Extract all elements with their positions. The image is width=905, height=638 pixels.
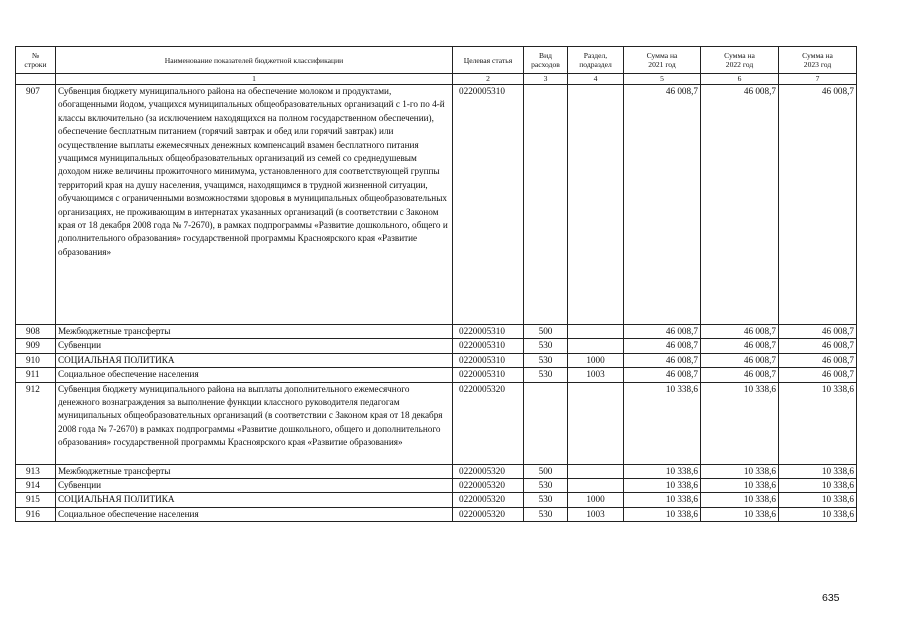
- header-sum-2023: Сумма на 2023 год: [779, 47, 857, 74]
- header-indicator-name: Наименование показателей бюджетной классификации: [56, 47, 453, 74]
- row-number: 909: [16, 339, 56, 353]
- table-row: [16, 464, 857, 478]
- target-article: 0220005310: [453, 325, 524, 339]
- budget-table: [15, 46, 857, 522]
- column-number: 5: [624, 74, 701, 85]
- sum-2021: 10 338,6: [624, 507, 701, 521]
- indicator-name: СОЦИАЛЬНАЯ ПОЛИТИКА: [56, 353, 453, 367]
- section-code: [568, 85, 624, 325]
- target-article: 0220005310: [453, 353, 524, 367]
- sum-2021: 46 008,7: [624, 368, 701, 382]
- target-article: 0220005320: [453, 382, 524, 464]
- target-article: 0220005320: [453, 493, 524, 507]
- expense-type: 530: [524, 493, 568, 507]
- sum-2021: 46 008,7: [624, 353, 701, 367]
- header-row-number: № строки: [16, 47, 56, 74]
- indicator-name: Субвенция бюджету муниципального района на обеспечение молоком и продуктами, обогащенными йодом, учащихся муниципальных общеобразовательных организаций с 1-го по 4-й классы включительно (за исключением находящихся на полном государственном обеспечении), обеспечение бесплатным питанием (горячий завтрак и обед или горячий завтрак) или осуществление выплаты ежемесячных денежных компенсаций взамен бесплатного питания учащимся муниципальных общеобразовательных организаций из семей со среднедушевым доходом ниже величины прожиточного минимума, установленного для соответствующей группы территорий края на душу населения, учащимся, находящимся в трудной жизненной ситуации, обучающимся с ограниченными возможностями здоровья в муниципальных общеобразовательных организациях, не проживающим в интернатах указанных организаций (в соответствии с Законом края от 18 декабря 2008 года № 7-2670), в рамках подпрограммы «Развитие дошкольного, общего и дополнительного образования» государственной программы Красноярского края «Развитие образования»: [56, 85, 453, 325]
- table-row: [16, 339, 857, 353]
- header-target-article: Целевая статья: [453, 47, 524, 74]
- expense-type: 530: [524, 368, 568, 382]
- section-code: 1003: [568, 368, 624, 382]
- indicator-name: Межбюджетные трансферты: [56, 325, 453, 339]
- sum-2023: 10 338,6: [779, 382, 857, 464]
- table-row: [16, 85, 857, 325]
- section-code: [568, 339, 624, 353]
- header-sum-2021: Сумма на 2021 год: [624, 47, 701, 74]
- section-code: 1000: [568, 493, 624, 507]
- sum-2022: 10 338,6: [701, 464, 779, 478]
- sum-2022: 10 338,6: [701, 479, 779, 493]
- section-code: [568, 382, 624, 464]
- expense-type: 530: [524, 339, 568, 353]
- column-number: 1: [56, 74, 453, 85]
- indicator-name: Субвенция бюджету муниципального района на выплаты дополнительного ежемесячного денежного вознаграждения за выполнение функции классного руководителя педагогам муниципальных общеобразовательных организаций (в соответствии с Законом края от 18 декабря 2008 года № 7-2670) в рамках подпрограммы «Развитие дошкольного, общего и дополнительного образования» государственной программы Красноярского края «Развитие образования»: [56, 382, 453, 464]
- table-row: [16, 507, 857, 521]
- table-row: [16, 325, 857, 339]
- column-number-row: [16, 74, 857, 85]
- column-number: 4: [568, 74, 624, 85]
- table-row: [16, 368, 857, 382]
- sum-2022: 10 338,6: [701, 382, 779, 464]
- indicator-name: Субвенции: [56, 339, 453, 353]
- row-number: 915: [16, 493, 56, 507]
- indicator-name: Межбюджетные трансферты: [56, 464, 453, 478]
- row-number: 914: [16, 479, 56, 493]
- sum-2021: 46 008,7: [624, 85, 701, 325]
- expense-type: 530: [524, 479, 568, 493]
- sum-2021: 10 338,6: [624, 464, 701, 478]
- target-article: 0220005320: [453, 464, 524, 478]
- table-row: [16, 493, 857, 507]
- sum-2022: 46 008,7: [701, 85, 779, 325]
- sum-2022: 46 008,7: [701, 325, 779, 339]
- indicator-name: Социальное обеспечение населения: [56, 368, 453, 382]
- indicator-name: Социальное обеспечение населения: [56, 507, 453, 521]
- sum-2022: 10 338,6: [701, 493, 779, 507]
- row-number: 907: [16, 85, 56, 325]
- sum-2022: 46 008,7: [701, 368, 779, 382]
- expense-type: 530: [524, 353, 568, 367]
- row-number: 908: [16, 325, 56, 339]
- column-number: [16, 74, 56, 85]
- sum-2021: 10 338,6: [624, 493, 701, 507]
- sum-2021: 46 008,7: [624, 325, 701, 339]
- row-number: 916: [16, 507, 56, 521]
- header-expense-type: Вид расходов: [524, 47, 568, 74]
- column-number: 3: [524, 74, 568, 85]
- header-section: Раздел, подраздел: [568, 47, 624, 74]
- sum-2022: 46 008,7: [701, 353, 779, 367]
- expense-type: [524, 85, 568, 325]
- header-row: [16, 47, 857, 74]
- header-sum-2022: Сумма на 2022 год: [701, 47, 779, 74]
- expense-type: 500: [524, 464, 568, 478]
- section-code: [568, 464, 624, 478]
- sum-2021: 46 008,7: [624, 339, 701, 353]
- sum-2022: 10 338,6: [701, 507, 779, 521]
- sum-2023: 10 338,6: [779, 464, 857, 478]
- target-article: 0220005310: [453, 339, 524, 353]
- target-article: 0220005320: [453, 479, 524, 493]
- section-code: 1003: [568, 507, 624, 521]
- sum-2023: 46 008,7: [779, 85, 857, 325]
- sum-2023: 10 338,6: [779, 507, 857, 521]
- indicator-name: Субвенции: [56, 479, 453, 493]
- table-row: [16, 479, 857, 493]
- column-number: 6: [701, 74, 779, 85]
- row-number: 912: [16, 382, 56, 464]
- sum-2023: 46 008,7: [779, 353, 857, 367]
- sum-2023: 10 338,6: [779, 479, 857, 493]
- row-number: 910: [16, 353, 56, 367]
- section-code: [568, 325, 624, 339]
- indicator-name: СОЦИАЛЬНАЯ ПОЛИТИКА: [56, 493, 453, 507]
- sum-2021: 10 338,6: [624, 479, 701, 493]
- table-row: [16, 382, 857, 464]
- target-article: 0220005320: [453, 507, 524, 521]
- section-code: 1000: [568, 353, 624, 367]
- row-number: 913: [16, 464, 56, 478]
- row-number: 911: [16, 368, 56, 382]
- sum-2022: 46 008,7: [701, 339, 779, 353]
- column-number: 2: [453, 74, 524, 85]
- table-row: [16, 353, 857, 367]
- column-number: 7: [779, 74, 857, 85]
- expense-type: 500: [524, 325, 568, 339]
- sum-2023: 10 338,6: [779, 493, 857, 507]
- target-article: 0220005310: [453, 85, 524, 325]
- sum-2023: 46 008,7: [779, 339, 857, 353]
- section-code: [568, 479, 624, 493]
- sum-2023: 46 008,7: [779, 368, 857, 382]
- sum-2021: 10 338,6: [624, 382, 701, 464]
- page-number: 635: [822, 592, 840, 604]
- expense-type: 530: [524, 507, 568, 521]
- expense-type: [524, 382, 568, 464]
- target-article: 0220005310: [453, 368, 524, 382]
- sum-2023: 46 008,7: [779, 325, 857, 339]
